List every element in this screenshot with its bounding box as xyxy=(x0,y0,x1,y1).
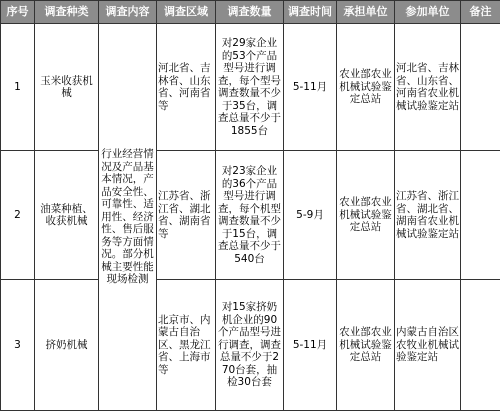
header-content: 调查内容 xyxy=(99,1,157,24)
row-quantity: 对15家挤奶机企业的90个产品型号进行调查，调查总量不少于270台套，抽检30台套 xyxy=(216,280,284,411)
row-time: 5-11月 xyxy=(284,280,337,411)
table-row xyxy=(1,280,500,411)
header-quantity: 调查数量 xyxy=(216,1,284,24)
row-type: 油菜种植、收获机械 xyxy=(35,151,99,280)
header-type: 调查种类 xyxy=(35,1,99,24)
row-type: 挤奶机械 xyxy=(35,280,99,411)
row-region: 江苏省、浙江省、湖北省、湖南省等 xyxy=(157,151,216,280)
header-undertaker: 承担单位 xyxy=(337,1,395,24)
row-quantity: 对23家企业的36个产品型号进行调查，每个机型调查数量不少于15台，调查总量不少于540台 xyxy=(216,151,284,280)
header-row xyxy=(1,1,500,24)
header-time: 调查时间 xyxy=(284,1,337,24)
row-time: 5-11月 xyxy=(284,24,337,151)
row-undertaker: 农业部农业机械试验鉴定总站 xyxy=(337,151,395,280)
row-no: 3 xyxy=(1,280,35,411)
row-note xyxy=(461,151,500,280)
row-undertaker: 农业部农业机械试验鉴定总站 xyxy=(337,24,395,151)
header-region: 调查区域 xyxy=(157,1,216,24)
row-time: 5-9月 xyxy=(284,151,337,280)
row-participants: 河北省、吉林省、山东省、河南省农业机械试验鉴定站 xyxy=(395,24,461,151)
row-undertaker: 农业部农业机械试验鉴定总站 xyxy=(337,280,395,411)
row-participants: 江苏省、浙江省、湖北省、湖南省农业机械试验鉴定站 xyxy=(395,151,461,280)
row-no: 2 xyxy=(1,151,35,280)
row-note xyxy=(461,24,500,151)
table-row xyxy=(1,151,500,280)
row-quantity: 对29家企业的53个产品型号进行调查，每个型号调查数量不少于35台，调查总量不少于1855台 xyxy=(216,24,284,151)
header-participants: 参加单位 xyxy=(395,1,461,24)
row-note xyxy=(461,280,500,411)
table-row xyxy=(1,24,500,151)
row-no: 1 xyxy=(1,24,35,151)
survey-content: 行业经营情况及产品基本情况，产品安全性、可靠性、适用性、经济性、售后服务等方面情况。部分机械主要性能现场检测 xyxy=(99,24,157,411)
row-participants: 内蒙古自治区农牧业机械试验鉴定站 xyxy=(395,280,461,411)
row-region: 河北省、吉林省、山东省、河南省等 xyxy=(157,24,216,151)
row-type: 玉米收获机械 xyxy=(35,24,99,151)
header-no: 序号 xyxy=(1,1,35,24)
row-region: 北京市、内蒙古自治区、黑龙江省、上海市等 xyxy=(157,280,216,411)
header-note: 备注 xyxy=(461,1,500,24)
